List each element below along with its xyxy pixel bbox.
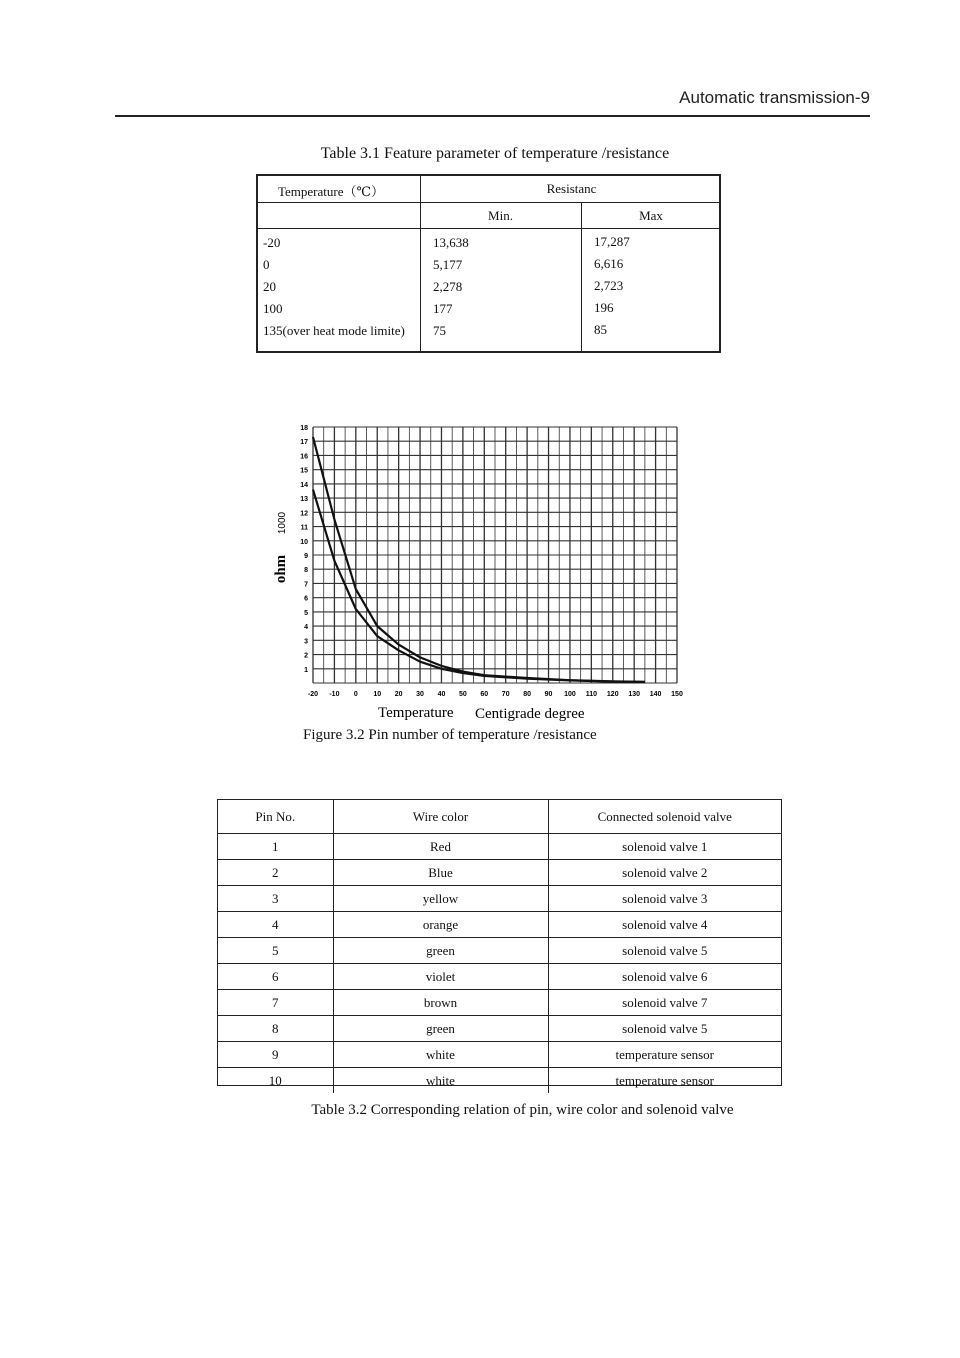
x-tick-label: 100 — [564, 691, 576, 698]
x-tick-label: 10 — [373, 691, 382, 698]
connected-valve: solenoid valve 7 — [548, 990, 781, 1016]
max-value: 85 — [594, 322, 607, 337]
pin-number: 1 — [218, 834, 333, 860]
pin-number: 10 — [218, 1068, 333, 1094]
x-tick-label: -10 — [329, 691, 340, 698]
x-tick-label: 80 — [523, 691, 532, 698]
x-tick-label: 120 — [606, 691, 619, 698]
x-tick-label: 60 — [480, 691, 489, 698]
x-tick-label: 20 — [394, 691, 403, 698]
page-header-title: Automatic transmission-9 — [679, 88, 870, 107]
y-tick-label: 14 — [300, 481, 308, 489]
table-rule — [258, 202, 719, 203]
pin-number: 7 — [218, 990, 333, 1016]
table-row — [218, 1042, 781, 1068]
pin-number: 4 — [218, 912, 333, 938]
table-row — [218, 1016, 781, 1042]
temperature-value: 135(over heat mode limite) — [263, 323, 405, 338]
connected-valve: solenoid valve 3 — [548, 886, 781, 912]
wire-color: Red — [333, 834, 548, 860]
temperature-resistance-chart — [260, 415, 700, 750]
min-value: 2,278 — [433, 279, 463, 294]
connected-valve: temperature sensor — [548, 1042, 781, 1068]
wire-color: brown — [333, 990, 548, 1016]
connected-valve: solenoid valve 2 — [548, 860, 781, 886]
wire-color: white — [333, 1042, 548, 1068]
temperature-value: 20 — [263, 279, 276, 294]
table-row — [218, 834, 781, 860]
connected-valve: solenoid valve 5 — [548, 1016, 781, 1042]
y-tick-label: 13 — [300, 496, 308, 504]
x-tick-label: 40 — [437, 691, 446, 698]
wire-color: green — [333, 1016, 548, 1042]
wire-color: orange — [333, 912, 548, 938]
column-header-temperature: Temperature（℃） — [278, 184, 385, 199]
y-tick-label: 15 — [300, 467, 308, 475]
wire-color: violet — [333, 964, 548, 990]
temperature-value: -20 — [263, 235, 281, 250]
x-tick-label: 150 — [671, 691, 683, 698]
y-axis-unit: 1000 — [277, 511, 288, 535]
x-tick-label: 70 — [501, 691, 510, 698]
x-tick-label: 140 — [649, 691, 662, 698]
y-tick-label: 6 — [304, 595, 308, 603]
pin-number: 9 — [218, 1042, 333, 1068]
y-tick-label: 10 — [300, 538, 308, 546]
min-value: 13,638 — [433, 235, 469, 250]
x-tick-label: 90 — [544, 691, 553, 698]
column-header-max: Max — [639, 208, 663, 223]
column-header-min: Min. — [488, 208, 513, 223]
x-axis-unit: Centigrade degree — [475, 706, 585, 722]
y-tick-label: 2 — [304, 652, 308, 660]
x-tick-label: 130 — [628, 691, 641, 698]
y-axis-label: ohm — [273, 554, 289, 584]
table-row — [218, 860, 781, 886]
chart-grid — [313, 427, 677, 683]
y-tick-label: 12 — [300, 510, 308, 518]
y-tick-label: 3 — [304, 638, 308, 646]
column-header-pin: Pin No. — [218, 800, 333, 834]
pin-number: 2 — [218, 860, 333, 886]
connected-valve: solenoid valve 6 — [548, 964, 781, 990]
table-row — [218, 938, 781, 964]
figure-3-2-caption: Figure 3.2 Pin number of temperature /resistance — [303, 727, 597, 743]
column-header-resistance: Resistanc — [546, 181, 597, 196]
pin-number: 6 — [218, 964, 333, 990]
table-row — [218, 1068, 781, 1094]
y-tick-label: 8 — [304, 567, 308, 575]
x-tick-label: 30 — [416, 691, 424, 698]
min-value: 177 — [433, 301, 453, 316]
x-tick-label: -20 — [307, 691, 319, 698]
pin-number: 8 — [218, 1016, 333, 1042]
y-tick-label: 7 — [304, 581, 308, 589]
max-value: 6,616 — [594, 256, 624, 271]
pin-number: 5 — [218, 938, 333, 964]
table-rule — [420, 176, 421, 351]
x-tick-label: 50 — [458, 691, 467, 698]
table-3-2 — [217, 799, 782, 1086]
table-rule — [581, 202, 582, 351]
column-header-wire-color: Wire color — [333, 800, 548, 834]
table-3-1 — [256, 174, 721, 353]
chart-ticks — [300, 425, 683, 698]
temperature-value: 100 — [263, 301, 283, 316]
connected-valve: temperature sensor — [548, 1068, 781, 1094]
resistance-curve — [313, 437, 645, 682]
table-row — [218, 912, 781, 938]
connected-valve: solenoid valve 5 — [548, 938, 781, 964]
max-value: 2,723 — [594, 278, 624, 293]
header-rule — [115, 115, 870, 117]
min-value: 5,177 — [433, 257, 463, 272]
chart-curves — [313, 437, 645, 682]
x-tick-label: 0 — [353, 691, 358, 698]
table-3-2-caption: Table 3.2 Corresponding relation of pin, wire color and solenoid valve — [311, 1102, 734, 1118]
resistance-curve — [313, 490, 645, 682]
pin-number: 3 — [218, 886, 333, 912]
y-tick-label: 5 — [304, 609, 308, 617]
y-tick-label: 18 — [300, 425, 308, 432]
connected-valve: solenoid valve 1 — [548, 834, 781, 860]
y-tick-label: 4 — [304, 624, 308, 632]
wire-color: white — [333, 1068, 548, 1094]
max-value: 196 — [594, 300, 614, 315]
y-tick-label: 17 — [300, 439, 308, 447]
wire-color: yellow — [333, 886, 548, 912]
min-value: 75 — [433, 323, 446, 338]
table-row — [218, 990, 781, 1016]
table-3-1-caption: Table 3.1 Feature parameter of temperature /resistance — [320, 145, 670, 162]
table-header-row — [218, 800, 781, 834]
x-tick-label: 110 — [585, 691, 598, 698]
connected-valve: solenoid valve 4 — [548, 912, 781, 938]
table-rule — [258, 228, 719, 229]
min-column — [433, 232, 469, 342]
x-axis-label: Temperature — [378, 705, 454, 721]
temperature-column — [263, 232, 405, 342]
max-column — [594, 231, 630, 341]
max-value: 17,287 — [594, 234, 630, 249]
temperature-value: 0 — [263, 257, 270, 272]
y-tick-label: 11 — [300, 524, 308, 532]
wire-color: Blue — [333, 860, 548, 886]
y-tick-label: 1 — [304, 666, 308, 674]
y-tick-label: 9 — [304, 553, 308, 560]
y-tick-label: 16 — [300, 453, 308, 461]
column-header-solenoid-valve: Connected solenoid valve — [548, 800, 781, 834]
table-row — [218, 964, 781, 990]
wire-color: green — [333, 938, 548, 964]
table-row — [218, 886, 781, 912]
